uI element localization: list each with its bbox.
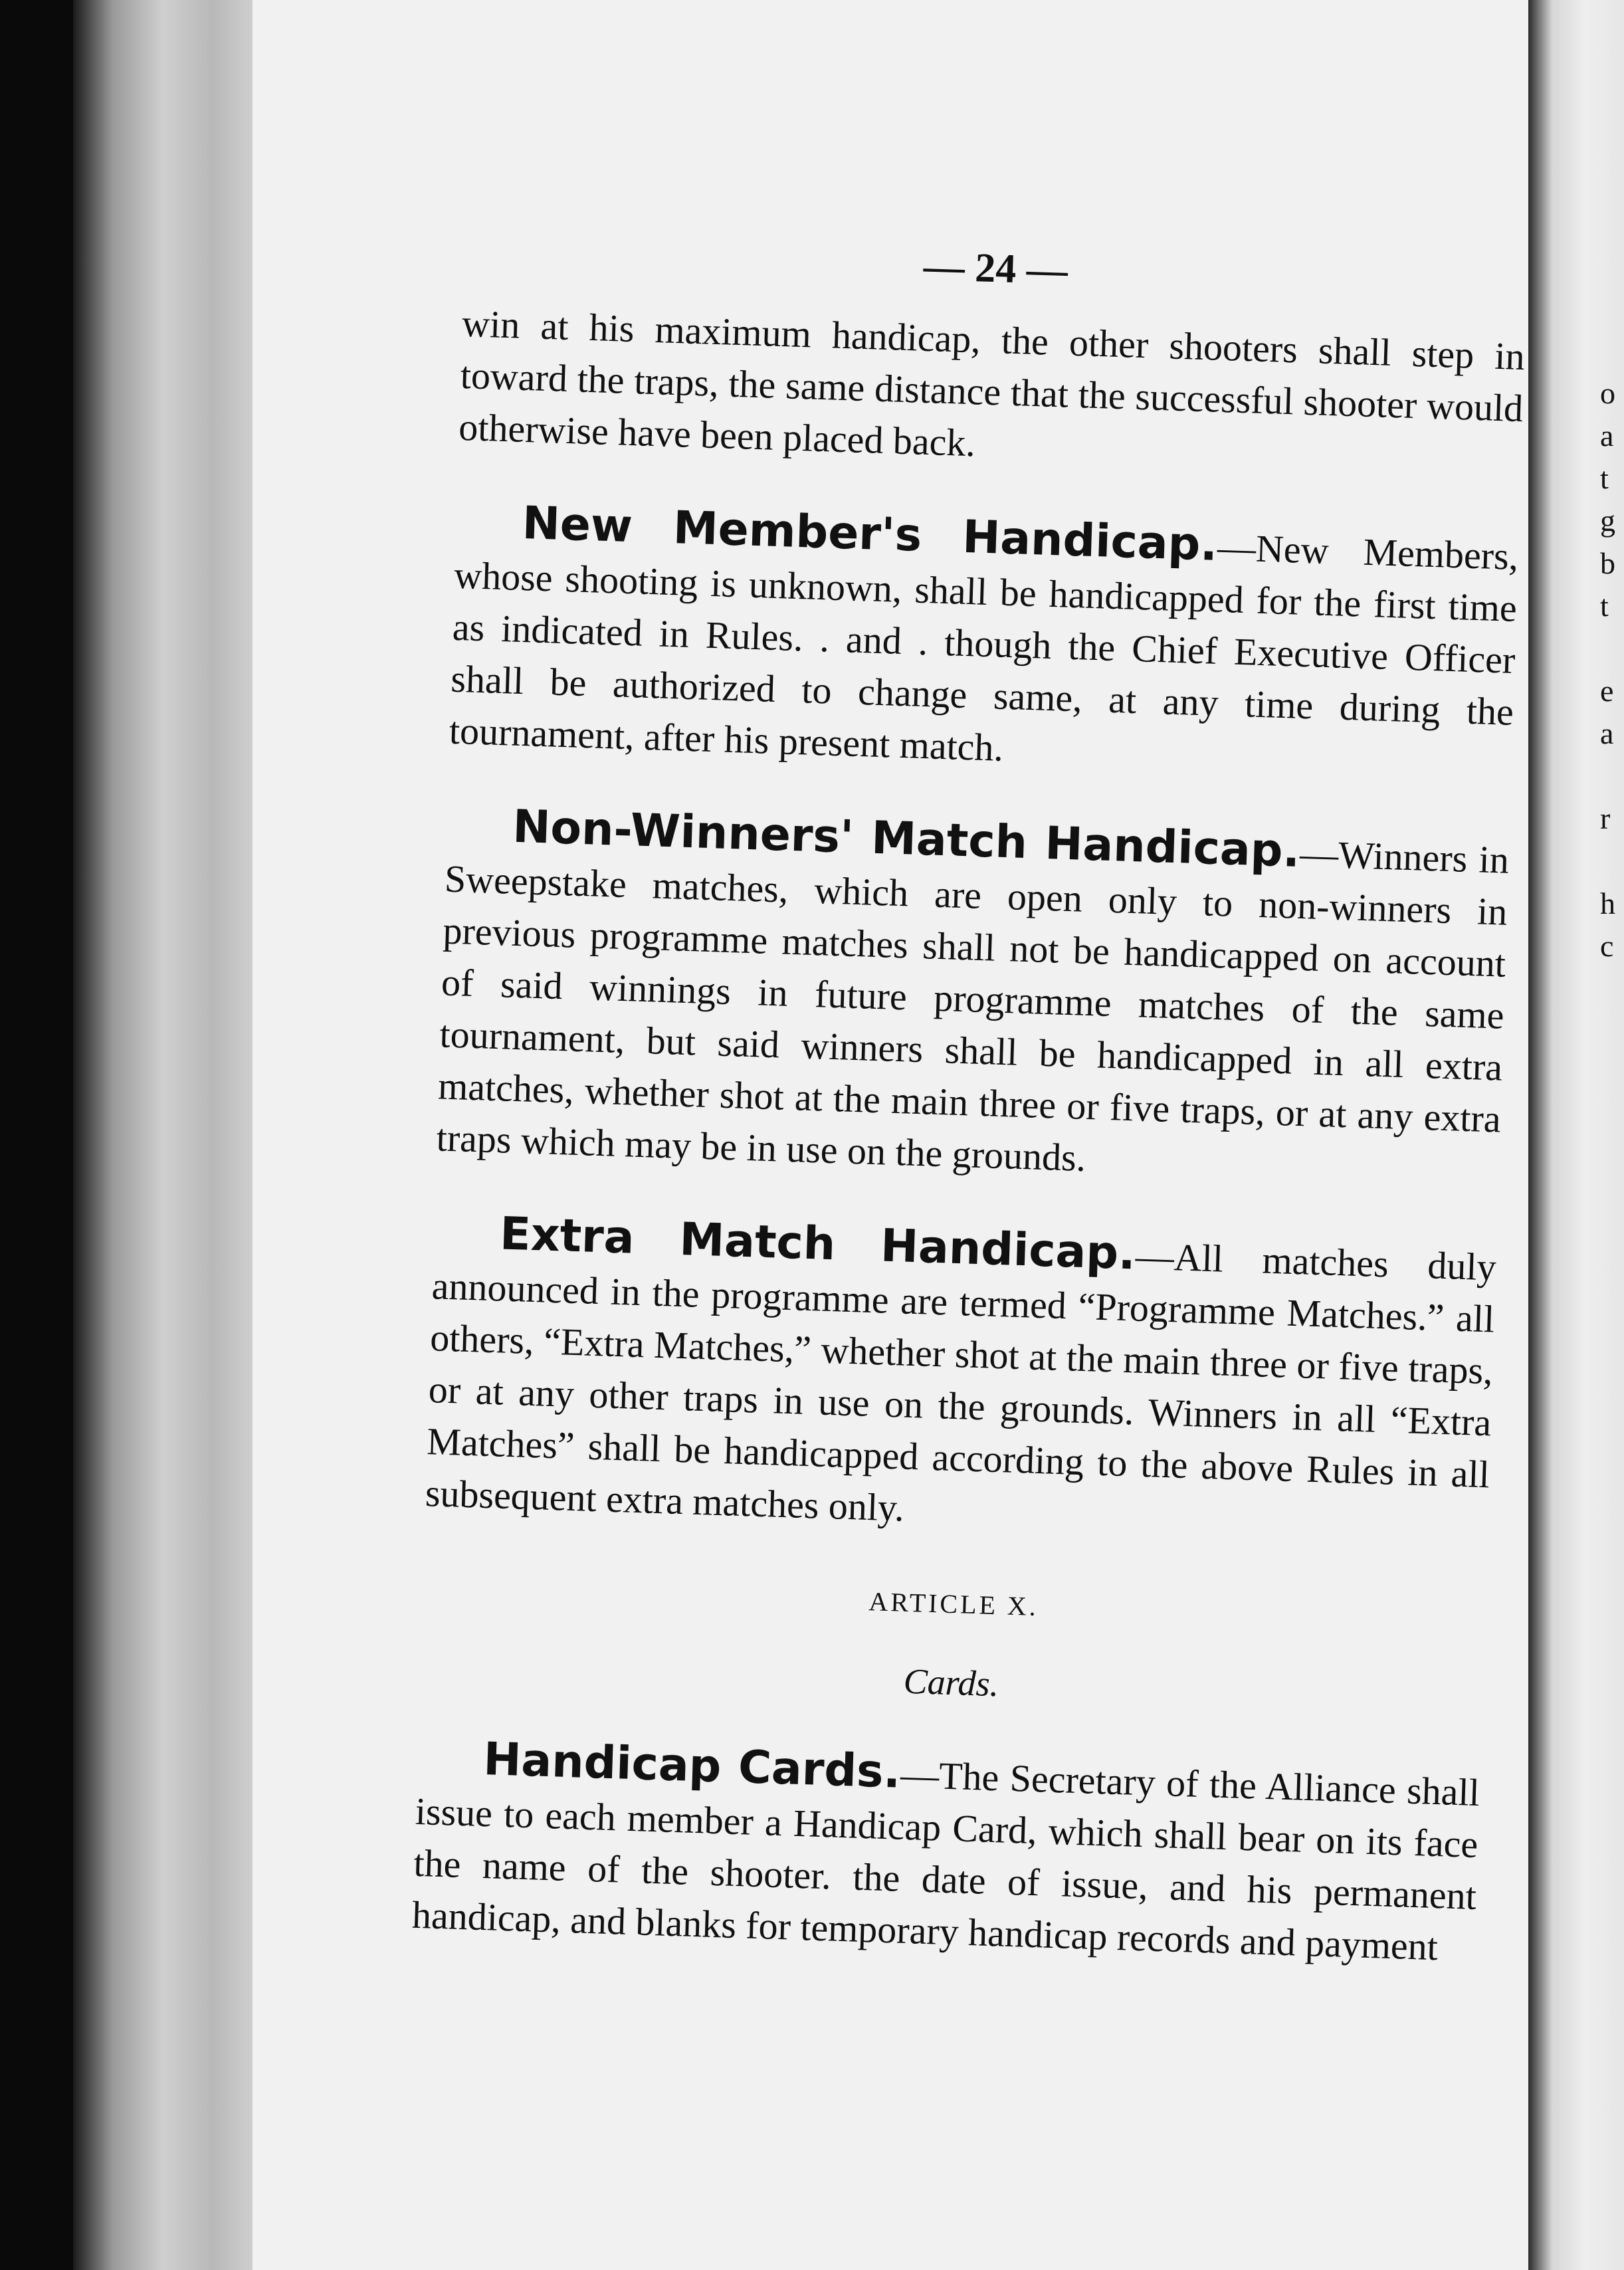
facing-page-fragments [1600, 372, 1624, 968]
paragraph-body: —The Secretary of the Alliance shall issue to each member a Handicap Card, which shall bear on its face the name of the shooter. the date of issue, and his permanent handicap, and blanks for temporary handicap records and payment [411, 1752, 1480, 1969]
section-title: Cards. [902, 1661, 1000, 1704]
fragment: a [1600, 419, 1614, 453]
fragment: b [1600, 546, 1615, 580]
fragment: t [1600, 461, 1609, 495]
paragraph-body: —All matches duly announced in the programme are termed “Programme Matches.” all others, “Extra Matches,” whether shot at the main three or five traps, or at any other traps in use on the grounds. Winners in all “Extra Matches” shall be handicapped according to the above Rules in all subsequent extra matches only. [425, 1234, 1497, 1530]
handicap-cards-paragraph [411, 1732, 1480, 1974]
fragment [1600, 627, 1624, 670]
facing-page-gutter [1528, 0, 1624, 2270]
non-winners-paragraph [436, 799, 1510, 1197]
fragment: c [1600, 929, 1614, 963]
fragment: e [1600, 674, 1614, 708]
paragraph-body: —New Members, whose shooting is unknown, shall be handicapped for the first time as indicated in Rules. . and . though the Chief Executive Officer shall be authorized to change same, at any time during the tournament, after his present match. [449, 525, 1520, 770]
section-heading: Extra Match Handicap. [499, 1207, 1137, 1281]
paragraph-body: —Winners in Sweepstake matches, which are open only to non-winners in previous programme matches shall not be handicapped on account of said winnings in future programme matches of the same tournament, but said winners shall be handicapped in all extra matches, whether shot at the main three or five traps, or at any extra traps which may be in use on the grounds. [435, 831, 1510, 1180]
fragment: o [1600, 376, 1615, 410]
fragment: r [1600, 801, 1611, 835]
page-number: — 24 — [922, 243, 1068, 294]
fragment [1600, 840, 1624, 882]
section-heading: Handicap Cards. [482, 1733, 902, 1799]
fragment: h [1600, 886, 1615, 920]
fragment: a [1600, 716, 1614, 750]
page-text [410, 226, 1528, 2017]
continuation-paragraph: win at his maximum handicap, the other shooters shall step in toward the traps, the same distance that the successful shooter would otherwise have been placed back. [458, 301, 1526, 465]
section-heading: New Member's Handicap. [521, 496, 1219, 571]
new-member-paragraph [449, 496, 1520, 790]
book-page-edges [73, 0, 272, 2270]
fragment [1600, 755, 1624, 797]
section-heading: Non-Winners' Match Handicap. [512, 800, 1301, 878]
fragment: t [1600, 589, 1609, 623]
article-heading: ARTICLE X. [868, 1586, 1039, 1622]
extra-match-paragraph [425, 1206, 1497, 1552]
fragment: g [1600, 504, 1615, 538]
